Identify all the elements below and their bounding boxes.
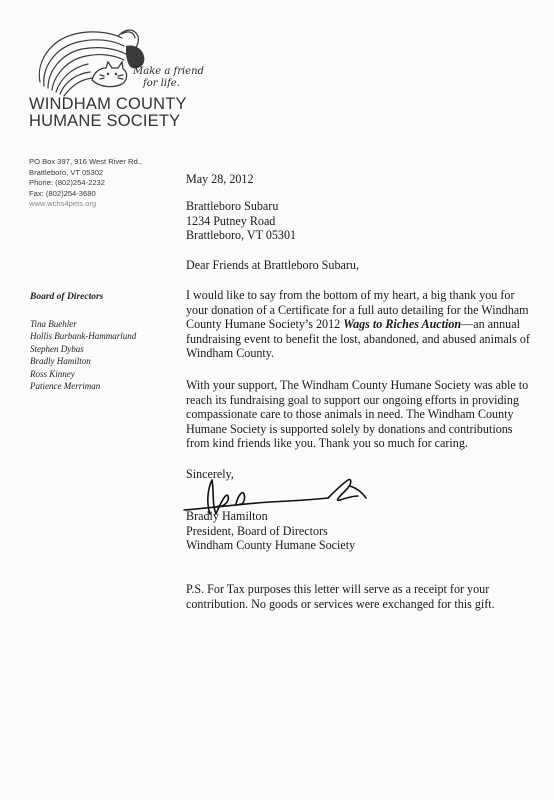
signer-name: Bradly Hamilton [186, 509, 268, 523]
board-members-list [30, 318, 136, 392]
line-3-post: —an annual [461, 317, 520, 332]
tagline [133, 66, 204, 90]
board-of-directors-title: Board of Directors [30, 292, 104, 302]
contact-address [29, 157, 142, 210]
postscript-line: P.S. For Tax purposes this letter will serve as a receipt for your [186, 582, 490, 596]
signer-block [186, 509, 355, 553]
org-name-line-2: HUMANE SOCIETY [29, 112, 181, 130]
paragraph-1-line: fundraising event to benefit the lost, abandoned, and abused animals of [186, 331, 530, 346]
paragraph-1 [186, 288, 530, 361]
recipient-name: Brattleboro Subaru [186, 199, 279, 213]
tagline-line-1: Make a friend [133, 66, 204, 77]
paragraph-2-line: reach its fundraising goal to support our ongoing efforts in providing [186, 392, 519, 407]
org-name-line-1: WINDHAM COUNTY [29, 95, 187, 113]
paragraph-2-line: from kind friends like you. Thank you so much for caring. [186, 436, 468, 451]
organization-name [29, 96, 187, 130]
fax-number: Fax: (802)254-3680 [29, 188, 96, 198]
paragraph-1-line: Windham County. [186, 346, 275, 361]
recipient-address [186, 199, 296, 243]
paragraph-1-line [186, 317, 530, 332]
recipient-city: Brattleboro, VT 05301 [186, 228, 297, 243]
board-member: Hollis Burbank-Hammarlund [30, 331, 137, 342]
line-3-pre: County Humane Society’s 2012 [186, 317, 344, 332]
board-member: Tina Buehler [30, 319, 77, 329]
board-member: Stephen Dybas [30, 343, 84, 354]
postscript [186, 582, 495, 611]
address-line-1: PO Box 397, 916 West River Rd., [29, 157, 142, 166]
salutation: Dear Friends at Brattleboro Subaru, [186, 258, 359, 272]
signer-organization: Windham County Humane Society [186, 538, 356, 553]
board-member: Patience Merriman [30, 381, 101, 392]
letter-date: May 28, 2012 [186, 172, 254, 186]
paragraph-2-line: compassionate care to those animals in need. The Windham County [186, 407, 514, 422]
paragraph-1-line: I would like to say from the bottom of my heart, a big thank you for [186, 288, 515, 302]
address-line-2: Brattleboro, VT 05302 [29, 167, 104, 177]
postscript-line: contribution. No goods or services were exchanged for this gift. [186, 596, 495, 611]
paragraph-1-line: your donation of a Certificate for a full auto detailing for the Windham [186, 302, 529, 317]
dog-and-cat-logo-icon [30, 22, 150, 98]
recipient-street: 1234 Putney Road [186, 213, 276, 228]
paragraph-2-line: Humane Society is supported solely by donations and contributions [186, 421, 513, 436]
closing: Sincerely, [186, 467, 234, 481]
tagline-line-2: for life. [143, 78, 180, 89]
auction-name: Wags to Riches Auction [343, 317, 462, 332]
paragraph-2-line: With your support, The Windham County Humane Society was able to [186, 378, 529, 392]
paragraph-2 [186, 378, 528, 451]
phone-number: Phone: (802)254-2232 [29, 178, 105, 188]
board-member: Ross Kinney [30, 368, 75, 379]
website-link[interactable]: www.wchs4pets.org [29, 199, 97, 209]
signer-title: President, Board of Directors [186, 523, 328, 538]
board-member: Bradly Hamilton [30, 356, 91, 367]
